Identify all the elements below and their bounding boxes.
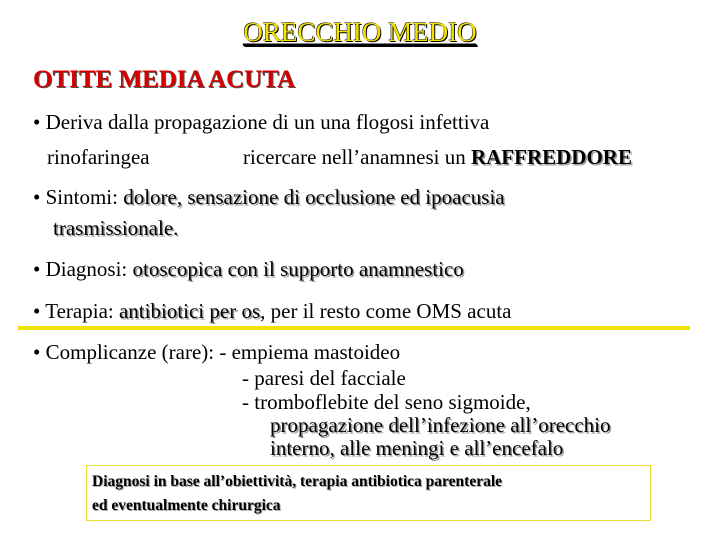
bullet-marker: •	[33, 110, 41, 134]
note-box	[86, 465, 651, 521]
bullet-5-complications: Complicanze (rare): - empiema mastoideo	[45, 340, 401, 364]
bullet-2-dolore: dolore	[123, 185, 177, 209]
bullet-marker: •	[33, 299, 41, 323]
bullet-5-line-2: - paresi del facciale	[242, 366, 406, 390]
note-line-1: Diagnosi in base all’obiettività, terapia antibiotica parenterale	[92, 473, 503, 490]
bullet-1-raffreddore: RAFFREDDORE	[470, 145, 632, 169]
slide-title: ORECCHIO MEDIO	[243, 17, 477, 47]
slide-subtitle: OTITE MEDIA ACUTA	[33, 66, 296, 93]
bullet-3-diagnosis: otoscopica con il supporto anamnestico	[132, 257, 464, 281]
bullet-4-antibiotics: antibiotici per os	[118, 299, 261, 323]
bullet-2-line-2: trasmissionale.	[53, 216, 179, 240]
bullet-3	[33, 256, 464, 282]
bullet-5-line-5: interno, alle meningi e all’encefalo	[270, 436, 564, 460]
bullet-1-text-anamnesi: ricercare nell’anamnesi un	[243, 145, 466, 169]
bullet-marker: •	[33, 257, 41, 281]
bullet-4-rest: , per il resto come OMS acuta	[260, 299, 512, 323]
bullet-2-label: Sintomi:	[45, 185, 118, 209]
bullet-marker: •	[33, 185, 41, 209]
bullet-1-text: Deriva dalla propagazione di un una flogosi infettiva	[45, 110, 490, 134]
note-line-2: ed eventualmente chirurgica	[92, 497, 281, 514]
bullet-3-label: Diagnosi:	[45, 257, 128, 281]
bullet-marker: •	[33, 340, 41, 364]
bullet-1-line-1	[33, 109, 489, 135]
bullet-1-line-2a: rinofaringea	[47, 145, 150, 169]
bullet-2-symptoms: , sensazione di occlusione ed ipoacusia	[176, 185, 505, 209]
bullet-4	[33, 298, 511, 324]
bullet-5-line-4: propagazione dell’infezione all’orecchio	[270, 413, 611, 437]
bullet-2-line-1	[33, 184, 505, 210]
bullet-1-line-2b	[243, 144, 632, 170]
divider-rule	[18, 326, 690, 330]
bullet-4-label: Terapia:	[45, 299, 114, 323]
bullet-5-line-1	[33, 339, 400, 365]
bullet-5-line-3: - tromboflebite del seno sigmoide,	[242, 390, 531, 414]
